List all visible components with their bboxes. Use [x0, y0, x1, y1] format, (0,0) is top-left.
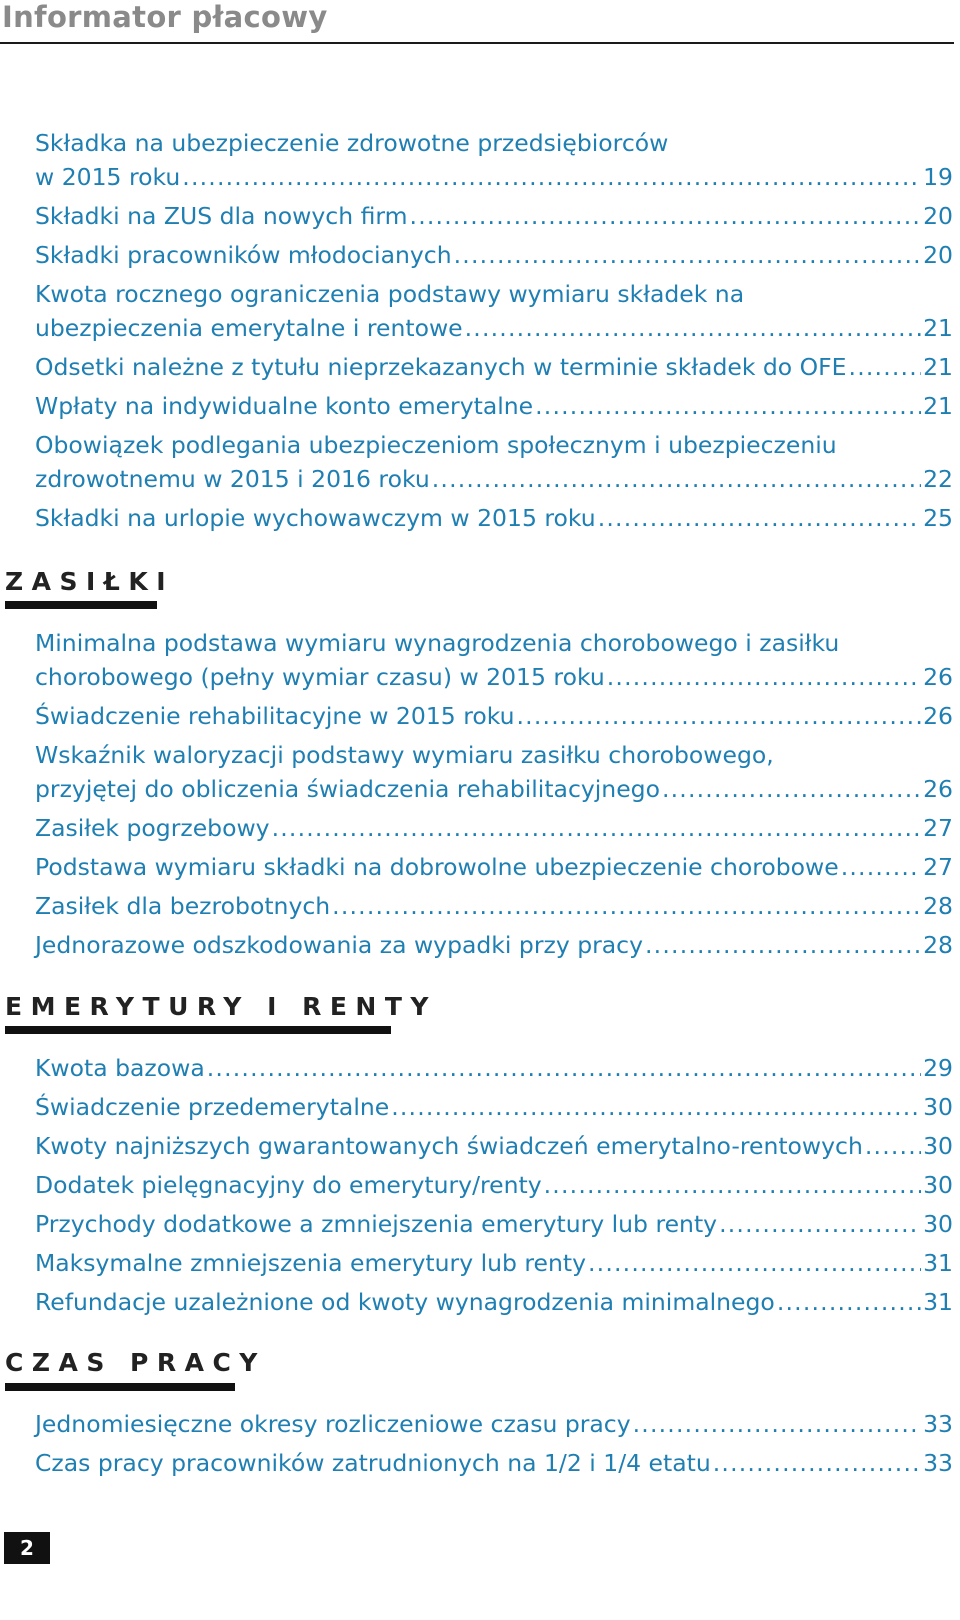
dot-leader: [272, 811, 922, 845]
toc-page-number: 31: [923, 1288, 953, 1316]
toc-page-number: 26: [923, 775, 953, 803]
toc-page-number: 33: [923, 1410, 953, 1438]
toc-entry-title: Składki pracowników młodocianych: [35, 241, 452, 269]
dot-leader: [865, 1129, 921, 1163]
section-heading: CZAS PRACY: [5, 1348, 266, 1377]
toc-entry-line: Obowiązek podlegania ubezpieczeniom społecznym i ubezpieczeniu: [35, 431, 837, 459]
toc-entry-line: Składka na ubezpieczenie zdrowotne przedsiębiorców: [35, 129, 669, 157]
toc-entry[interactable]: [35, 660, 953, 694]
toc-entry-title: Jednomiesięczne okresy rozliczeniowe czasu pracy: [35, 1410, 631, 1438]
dot-leader: [410, 199, 922, 233]
toc-page-number: 21: [923, 353, 953, 381]
toc-entry-title: chorobowego (pełny wymiar czasu) w 2015 roku: [35, 663, 605, 691]
toc-entry-title: Przychody dodatkowe a zmniejszenia emerytury lub renty: [35, 1210, 718, 1238]
dot-leader: [207, 1051, 921, 1085]
section-underline-bar: [5, 1026, 391, 1034]
toc-entry[interactable]: [35, 389, 953, 423]
section-underline-bar: [5, 1383, 235, 1391]
toc-entry[interactable]: [35, 238, 953, 272]
page-number-badge: 2: [4, 1532, 50, 1564]
toc-entry-line: Minimalna podstawa wymiaru wynagrodzenia chorobowego i zasiłku: [35, 629, 840, 657]
dot-leader: [607, 660, 921, 694]
toc-page-number: 28: [923, 892, 953, 920]
toc-entry-line: Kwota rocznego ograniczenia podstawy wymiaru składek na: [35, 280, 745, 308]
toc-entry[interactable]: [35, 1407, 953, 1441]
section-heading: ZASIŁKI: [5, 567, 175, 596]
toc-entry[interactable]: [35, 462, 953, 496]
toc-page-number: 26: [923, 663, 953, 691]
dot-leader: [633, 1407, 921, 1441]
toc-entry-title: Refundacje uzależnione od kwoty wynagrodzenia minimalnego: [35, 1288, 775, 1316]
toc-entry[interactable]: [35, 772, 953, 806]
toc-entry[interactable]: [35, 311, 953, 345]
toc-entry-title: Kwota bazowa: [35, 1054, 205, 1082]
toc-page-number: 30: [923, 1093, 953, 1121]
toc-entry[interactable]: [35, 889, 953, 923]
toc-entry[interactable]: [35, 811, 953, 845]
toc-entry[interactable]: [35, 850, 953, 884]
dot-leader: [391, 1090, 921, 1124]
toc-entry-title: zdrowotnemu w 2015 i 2016 roku: [35, 465, 430, 493]
toc-page-number: 30: [923, 1210, 953, 1238]
section-underline-bar: [5, 601, 157, 609]
toc-page-number: 20: [923, 202, 953, 230]
header-rule: [0, 42, 954, 44]
dot-leader: [182, 160, 921, 194]
toc-entry[interactable]: [35, 928, 953, 962]
toc-entry[interactable]: [35, 350, 953, 384]
dot-leader: [645, 928, 921, 962]
toc-entry-title: Składki na ZUS dla nowych firm: [35, 202, 408, 230]
toc-entry-title: Świadczenie rehabilitacyjne w 2015 roku: [35, 702, 515, 730]
toc-page-number: 22: [923, 465, 953, 493]
toc-entry[interactable]: [35, 199, 953, 233]
dot-leader: [598, 501, 921, 535]
toc-entry-title: Podstawa wymiaru składki na dobrowolne ubezpieczenie chorobowe: [35, 853, 839, 881]
toc-entry-title: Maksymalne zmniejszenia emerytury lub renty: [35, 1249, 586, 1277]
dot-leader: [588, 1246, 921, 1280]
toc-page-number: 27: [923, 853, 953, 881]
toc-page-number: 30: [923, 1171, 953, 1199]
toc-page-number: 28: [923, 931, 953, 959]
toc-entry-title: przyjętej do obliczenia świadczenia rehabilitacyjnego: [35, 775, 660, 803]
toc-page-number: 27: [923, 814, 953, 842]
toc-entry[interactable]: [35, 1051, 953, 1085]
toc-page-number: 31: [923, 1249, 953, 1277]
toc-entry[interactable]: [35, 1285, 953, 1319]
dot-leader: [544, 1168, 921, 1202]
dot-leader: [465, 311, 921, 345]
dot-leader: [719, 1207, 921, 1241]
toc-page-number: 33: [923, 1449, 953, 1477]
toc-entry[interactable]: [35, 160, 953, 194]
dot-leader: [535, 389, 921, 423]
dot-leader: [432, 462, 921, 496]
toc-entry[interactable]: [35, 1168, 953, 1202]
toc-entry-title: w 2015 roku: [35, 163, 181, 191]
toc-entry-line: Wskaźnik waloryzacji podstawy wymiaru zasiłku chorobowego,: [35, 741, 774, 769]
dot-leader: [841, 850, 921, 884]
toc-entry[interactable]: [35, 1446, 953, 1480]
dot-leader: [517, 699, 922, 733]
toc-entry[interactable]: [35, 501, 953, 535]
toc-page-number: 19: [923, 163, 953, 191]
dot-leader: [332, 889, 921, 923]
dot-leader: [713, 1446, 921, 1480]
dot-leader: [454, 238, 921, 272]
toc-entry-title: Dodatek pielęgnacyjny do emerytury/renty: [35, 1171, 542, 1199]
toc-entry[interactable]: [35, 1090, 953, 1124]
toc-page-number: 29: [923, 1054, 953, 1082]
toc-entry-title: Wpłaty na indywidualne konto emerytalne: [35, 392, 534, 420]
toc-entry-title: Zasiłek dla bezrobotnych: [35, 892, 331, 920]
toc-page-number: 25: [923, 504, 953, 532]
toc-page-number: 21: [923, 392, 953, 420]
toc-entry-title: Kwoty najniższych gwarantowanych świadczeń emerytalno-rentowych: [35, 1132, 863, 1160]
toc-page-number: 26: [923, 702, 953, 730]
dot-leader: [849, 350, 922, 384]
toc-entry-title: Jednorazowe odszkodowania za wypadki przy pracy: [35, 931, 644, 959]
section-heading: EMERYTURY I RENTY: [5, 992, 437, 1021]
dot-leader: [777, 1285, 921, 1319]
toc-entry-title: Zasiłek pogrzebowy: [35, 814, 270, 842]
toc-page-number: 30: [923, 1132, 953, 1160]
toc-entry-title: ubezpieczenia emerytalne i rentowe: [35, 314, 463, 342]
dot-leader: [662, 772, 921, 806]
toc-entry-title: Składki na urlopie wychowawczym w 2015 roku: [35, 504, 596, 532]
toc-entry-title: Świadczenie przedemerytalne: [35, 1093, 390, 1121]
toc-entry[interactable]: [35, 699, 953, 733]
toc-entry-title: Odsetki należne z tytułu nieprzekazanych w terminie składek do OFE: [35, 353, 847, 381]
document-title: Informator płacowy: [2, 0, 328, 34]
toc-entry[interactable]: [35, 1129, 953, 1163]
toc-entry-title: Czas pracy pracowników zatrudnionych na 1/2 i 1/4 etatu: [35, 1449, 711, 1477]
toc-page-number: 21: [923, 314, 953, 342]
toc-page-number: 20: [923, 241, 953, 269]
toc-entry[interactable]: [35, 1207, 953, 1241]
toc-entry[interactable]: [35, 1246, 953, 1280]
